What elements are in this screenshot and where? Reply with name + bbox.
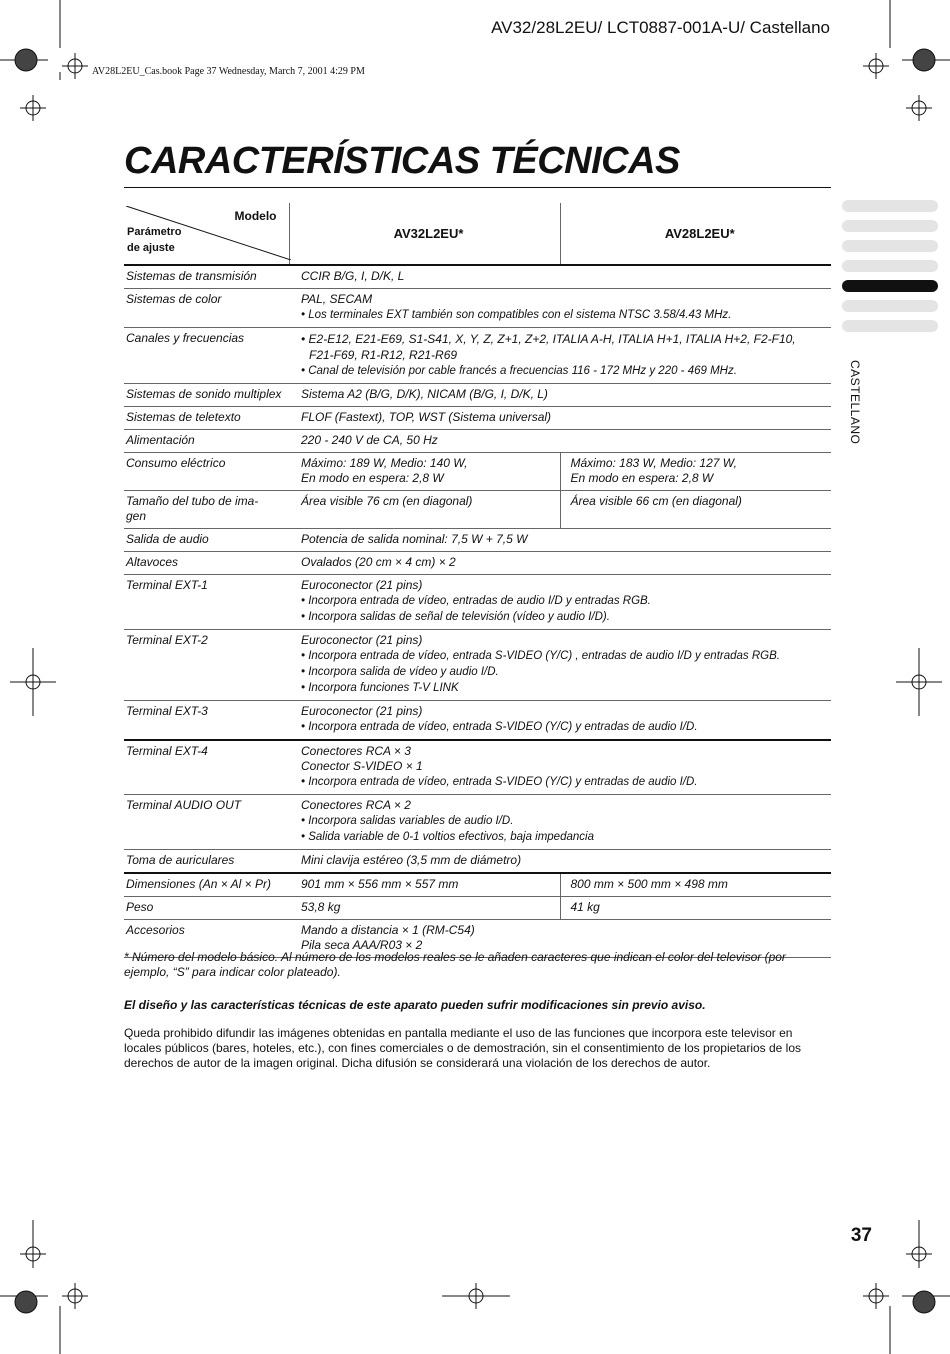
header-diagonal-cell [124, 203, 289, 265]
row-bullet-continuation: F21-F69, R1-R12, R21-R69 [309, 348, 458, 362]
row-value: Potencia de salida nominal: 7,5 W + 7,5 W [289, 529, 831, 552]
row-label: Sistemas de teletexto [124, 407, 289, 430]
file-info-line: AV28L2EU_Cas.book Page 37 Wednesday, March 7, 2001 4:29 PM [92, 66, 365, 77]
table-row [124, 701, 831, 741]
row-value: PAL, SECAM [301, 292, 373, 306]
table-row [124, 873, 831, 897]
row-bullet: • Incorpora funciones T-V LINK [301, 682, 459, 694]
row-bullet: • Incorpora salidas variables de audio I/D. [301, 815, 514, 827]
row-value: En modo en espera: 2,8 W [570, 471, 714, 485]
table-row [124, 407, 831, 430]
row-value: 800 mm × 500 mm × 498 mm [560, 873, 831, 897]
row-value-cell [289, 701, 831, 741]
table-row [124, 289, 831, 328]
row-bullet: • Canal de televisión por cable francés a frecuencias 116 - 172 MHz y 220 - 469 MHz. [301, 365, 737, 377]
row-label: Accesorios [124, 920, 289, 958]
model-footnote: * Número del modelo básico. Al número de los modelos reales se le añaden caracteres que indican el color del televisor (por ejemplo, “S” para indicar color plateado). [124, 950, 786, 979]
table-row [124, 552, 831, 575]
row-bullet: • Incorpora entrada de vídeo, entradas de audio I/D y entradas RGB. [301, 595, 651, 607]
row-value: Euroconector (21 pins) [301, 633, 423, 647]
table-row [124, 740, 831, 795]
row-label: Salida de audio [124, 529, 289, 552]
row-label-cell [124, 491, 289, 529]
row-value-cell [289, 575, 831, 630]
row-label: Tamaño del tubo de ima- [126, 494, 259, 508]
table-row [124, 430, 831, 453]
row-value-cell [289, 328, 831, 384]
row-value: Conectores RCA × 3 [301, 744, 411, 758]
row-value: 220 - 240 V de CA, 50 Hz [289, 430, 831, 453]
row-bullet: • Incorpora entrada de vídeo, entrada S-VIDEO (Y/C) y entradas de audio I/D. [301, 776, 698, 788]
section-tab [842, 260, 938, 272]
row-label: Consumo eléctrico [124, 453, 289, 491]
title-rule [124, 187, 831, 188]
row-value: Euroconector (21 pins) [301, 578, 423, 592]
row-label: Terminal EXT-2 [124, 630, 289, 701]
page-number: 37 [850, 1225, 872, 1246]
table-row [124, 384, 831, 407]
table-row [124, 850, 831, 874]
table-row [124, 265, 831, 289]
row-value: Mini clavija estéreo (3,5 mm de diámetro) [289, 850, 831, 874]
row-bullet: • Incorpora salida de vídeo y audio I/D. [301, 666, 499, 678]
row-label: Sistemas de transmisión [124, 265, 289, 289]
row-value: CCIR B/G, I, D/K, L [289, 265, 831, 289]
table-header-row [124, 203, 831, 265]
table-row [124, 491, 831, 529]
section-tab [842, 300, 938, 312]
model-2-header: AV28L2EU* [560, 203, 831, 265]
row-label: Sistemas de sonido multiplex [124, 384, 289, 407]
section-tab [842, 320, 938, 332]
row-label: Peso [124, 897, 289, 920]
row-value-cell-model-1 [289, 453, 560, 491]
row-label: Dimensiones (An × Al × Pr) [124, 873, 289, 897]
table-row [124, 575, 831, 630]
row-value-cell [289, 740, 831, 795]
row-value-cell [289, 289, 831, 328]
row-label: gen [126, 509, 147, 523]
row-bullet: • Incorpora entrada de vídeo, entrada S-VIDEO (Y/C) , entradas de audio I/D y entradas RGB. [301, 650, 780, 662]
table-row [124, 897, 831, 920]
table-row [124, 529, 831, 552]
table-row [124, 453, 831, 491]
specifications-table [124, 203, 831, 958]
header-parameter-label [127, 224, 181, 256]
row-value-cell-model-2 [560, 453, 831, 491]
modification-notice: El diseño y las características técnicas de este aparato pueden sufrir modificaciones sin previo aviso. [124, 998, 706, 1012]
row-value: Mando a distancia × 1 (RM-C54) [301, 923, 475, 937]
row-value: Máximo: 189 W, Medio: 140 W, [301, 456, 468, 470]
row-label: Altavoces [124, 552, 289, 575]
page-title: CARACTERÍSTICAS TÉCNICAS [124, 140, 680, 182]
row-value: FLOF (Fastext), TOP, WST (Sistema universal) [289, 407, 831, 430]
row-value: 53,8 kg [289, 897, 560, 920]
parameter-label-line-1: Parámetro [127, 226, 182, 238]
row-bullet: • E2-E12, E21-E69, S1-S41, X, Y, Z, Z+1, Z+2, ITALIA A-H, ITALIA H+1, ITALIA H+2, F2-F10, [301, 332, 796, 346]
table-row [124, 630, 831, 701]
row-label: Sistemas de color [124, 289, 289, 328]
row-value: 901 mm × 556 mm × 557 mm [289, 873, 560, 897]
row-bullet: • Incorpora salidas de señal de televisión (vídeo y audio I/D). [301, 611, 610, 623]
row-label: Toma de auriculares [124, 850, 289, 874]
row-label: Alimentación [124, 430, 289, 453]
copyright-notice: Queda prohibido difundir las imágenes obtenidas en pantalla mediante el uso de las funciones que incorpora este televisor en locales públicos (bares, hoteles, etc.), con fines comerciales o de demostración, sin el consentimiento de los propietarios de los derechos de autor de la imagen original. Dicha difusión se considerará una violación de los derechos de autor. [124, 1026, 802, 1070]
header-model-label: Modelo [234, 209, 277, 223]
row-value: Conector S-VIDEO × 1 [301, 759, 423, 773]
row-value: Ovalados (20 cm × 4 cm) × 2 [289, 552, 831, 575]
row-label: Terminal AUDIO OUT [124, 795, 289, 850]
row-bullet: • Incorpora entrada de vídeo, entrada S-VIDEO (Y/C) y entradas de audio I/D. [301, 721, 698, 733]
row-value: Área visible 76 cm (en diagonal) [289, 491, 560, 529]
section-tab-active [842, 280, 938, 292]
table-row [124, 328, 831, 384]
row-value: Sistema A2 (B/G, D/K), NICAM (B/G, I, D/K, L) [289, 384, 831, 407]
row-value-cell [289, 795, 831, 850]
section-tab [842, 240, 938, 252]
document-code-header: AV32/28L2EU/ LCT0887-001A-U/ Castellano [491, 18, 830, 37]
row-value: 41 kg [560, 897, 831, 920]
row-value: Pila seca AAA/R03 × 2 [301, 938, 423, 952]
parameter-label-line-2: de ajuste [127, 242, 175, 254]
row-value-cell [289, 630, 831, 701]
row-value: Conectores RCA × 2 [301, 798, 411, 812]
section-tab [842, 200, 938, 212]
row-label: Terminal EXT-4 [124, 740, 289, 795]
row-value: En modo en espera: 2,8 W [301, 471, 444, 485]
model-1-header: AV32L2EU* [289, 203, 560, 265]
row-bullet: • Salida variable de 0-1 voltios efectivos, baja impedancia [301, 831, 594, 843]
row-bullet: • Los terminales EXT también son compatibles con el sistema NTSC 3.58/4.43 MHz. [301, 309, 732, 321]
table-row [124, 795, 831, 850]
language-side-label: CASTELLANO [848, 360, 862, 445]
row-value: Máximo: 183 W, Medio: 127 W, [570, 456, 737, 470]
row-label: Terminal EXT-1 [124, 575, 289, 630]
section-tab [842, 220, 938, 232]
row-label: Terminal EXT-3 [124, 701, 289, 741]
row-label: Canales y frecuencias [124, 328, 289, 384]
row-value: Euroconector (21 pins) [301, 704, 423, 718]
row-value: Área visible 66 cm (en diagonal) [560, 491, 831, 529]
